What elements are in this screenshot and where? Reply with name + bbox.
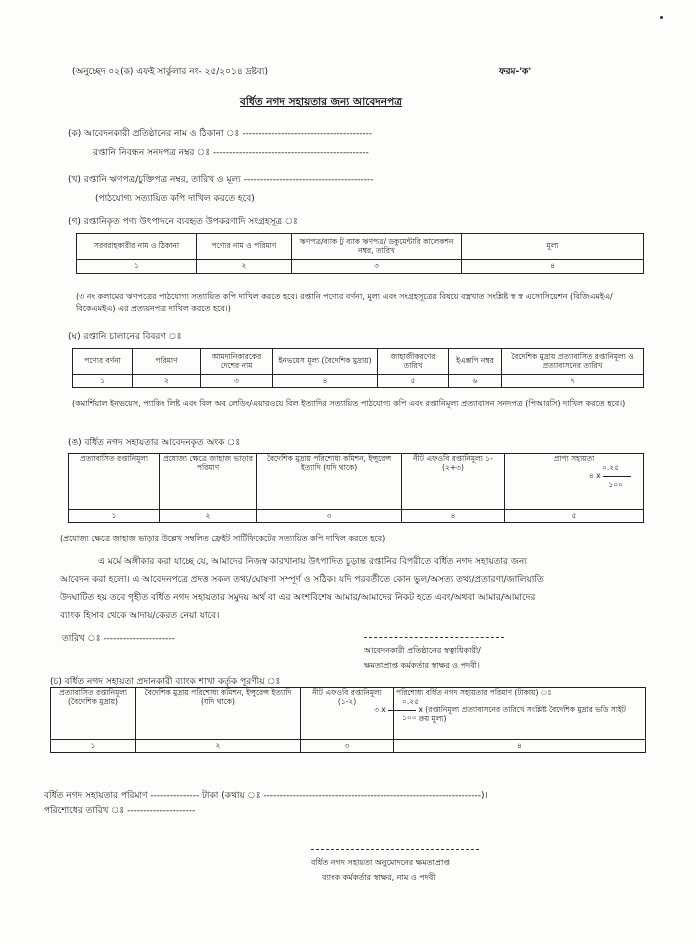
col-commission-fc: বৈদেশিক মুদ্রায় পরিশোধ্য কমিশন, ইন্সুরেন্স ইত্যাদি (যদি থাকে): [136, 688, 301, 740]
col-commission: বৈদেশিক মুদ্রায় পরিশোধ্য কমিশন, ইন্সুরেন্স ইত্যাদি (যদি থাকে): [257, 454, 402, 510]
col-number: ১: [73, 375, 133, 388]
col-number: ৫: [378, 375, 449, 388]
col-number: ৩: [292, 260, 462, 274]
formula-multiplier: ৪ x: [588, 471, 601, 481]
section-cha-heading: (চ) বর্ধিত নগদ সহায়তা প্রদানকারী ব্যাংক শাখা কর্তৃক পূরণীয় ঃ: [50, 677, 281, 687]
col-number: ৪: [462, 260, 644, 274]
col-quantity: পরিমাণ: [133, 349, 201, 375]
col-freight: প্রযোজ্য ক্ষেত্রে জাহাজ ভাড়ার পরিমাণ: [160, 454, 257, 510]
col-number: ২: [160, 510, 257, 523]
page-title: বর্ধিত নগদ সহায়তার জন্য আবেদনপত্র: [240, 96, 402, 108]
col-number: ৪: [273, 375, 378, 388]
entitled-label: প্রাপ্য সহায়তা: [553, 454, 595, 463]
bank-signature-label-1: বর্ধিত নগদ সহায়তা অনুমোদনের ক্ষমতাপ্রাপ্ত: [311, 858, 450, 867]
col-exp-number: ইএক্সপি নম্বর: [449, 349, 502, 375]
col-number: ৪: [402, 510, 505, 523]
export-registration-field[interactable]: রপ্তানি নিবন্ধন সনদপত্র নম্বর ঃ ------------------------------------------------: [93, 148, 369, 158]
col-number: ৬: [449, 375, 502, 388]
col-product: পণ্যের নাম ও পরিমাণ: [197, 234, 292, 260]
col-number: ৪: [394, 740, 646, 753]
formula-denominator: ১০০: [608, 479, 623, 489]
shipment-table: [72, 348, 644, 388]
section-gha-note: (কমার্শিয়াল ইনভয়েস, প্যাকিং লিষ্ট এবং বিল অব লেডিং/এয়ারওয়ে বিল ইত্যাদির সত্যায়িত পাঠযোগ্য কপি এবং রপ্তানিমূল্য প্রত্যাবাসন সনদপত্র (পিআরসি) দাখিল করতে হবে।): [72, 399, 626, 408]
assistance-amount-field[interactable]: বর্ধিত নগদ সহায়তার পরিমাণ --------------- টাকা (কথায় ঃ -------------------------------------------------------------------)।: [44, 791, 488, 801]
bank-signature-line: [311, 849, 479, 850]
col-repatriated-value: বৈদেশিক মুদ্রায় প্রত্যাবাসিত রপ্তানিমূল্য ও প্রত্যাবাসনের তারিখ: [502, 349, 644, 375]
col-number: ১: [77, 260, 197, 274]
section-ga-note: (৩ নং কলামের ঋণপত্রের পাঠযোগ্য সত্যায়িত কপি দাখিল করতে হবে। রপ্তানি পণ্যের বর্ণনা, মূল্য এবং সংগ্রহসূত্রের বিষয়ে বস্ত্রখাত সংশ্লিষ্ট স্ব স্ব এসোসিয়েশন (বিজিএমইএ/বিকেএমইএ) এর প্রত্যয়নপত্র দাখিল করতে হবে।): [76, 292, 613, 313]
export-lc-field[interactable]: (খ) রপ্তানি ঋণপত্র/চুক্তিপত্র নম্বর, তারিখ ও মূল্য ----------------------------------------: [68, 175, 374, 185]
declaration-line-1: এ মর্মে অঙ্গীকার করা যাচ্ছে যে, আমাদের নিজস্ব কারখানায় উৎপাদিত চূড়ান্ত রপ্তানির বিপরীতে বর্ধিত নগদ সহায়তার জন্য: [98, 557, 527, 567]
formula-denominator: ১০০: [402, 712, 417, 722]
formula-multiplier: ৩ x: [374, 705, 386, 715]
section-gha-heading: (ঘ) রপ্তানি চালানের বিবরণ ঃ: [68, 332, 182, 342]
declaration-line-4: ব্যাংক হিসাব থেকে আদায়/কেরত নেয়া যাবে।: [60, 611, 220, 621]
col-repatriated: প্রত্যাবাসিত রপ্তানিমূল্য: [69, 454, 160, 510]
claim-amount-table: [68, 453, 644, 523]
signature-line: [364, 637, 504, 638]
declaration-line-3: উদঘাটিত হয় তবে গৃহীত বর্ধিত নগদ সহায়তার সমুদয় অর্থ বা এর অংশবিশেষ আমার/আমাদের নিকট হতে এবং/অথবা আমার/আমাদের: [60, 593, 536, 603]
col-payable-assistance: [374, 688, 646, 740]
payment-date-field[interactable]: পরিশোধের তারিখ ঃ ---------------------: [44, 806, 196, 816]
freight-certificate-note: (প্রযোজ্য ক্ষেত্রে জাহাজ ভাড়ার উল্লেখ সম্বলিত ফ্রেইট সার্টিফিকেটের সত্যায়িত কপি দাখিল করতে হবে): [60, 534, 386, 543]
col-invoice-value: ইনভয়েস মূল্য (বৈদেশিক মুদ্রায়): [273, 349, 378, 375]
formula-numerator: ০.২৫: [601, 462, 619, 472]
bank-signature-label-2: ব্যাংক কর্মকর্তার স্বাক্ষর, নাম ও পদবী: [322, 873, 436, 882]
col-number: ২: [133, 375, 201, 388]
col-shipment-date: জাহাজীকরণের তারিখ: [378, 349, 449, 375]
applicant-signature-label-2: ক্ষমতাপ্রাপ্ত কর্মকর্তার স্বাক্ষর ও পদবী।: [364, 661, 480, 670]
col-description: পণ্যের বর্ণনা: [73, 349, 133, 375]
col-number: ১: [51, 740, 136, 753]
col-net-fob-value: নীট এফওবি রপ্তানিমূল্য (১-২): [301, 688, 394, 740]
formula-numerator: ০.২৫: [402, 696, 420, 706]
col-net-fob: নীট এফওবি রপ্তানিমূল্য ১-(২+৩): [402, 454, 505, 510]
col-entitled-assistance: [505, 454, 644, 510]
attested-copy-note: (পাঠযোগ্য সত্যায়িত কপি দাখিল করতে হবে): [95, 194, 255, 204]
fraction-bar: [388, 710, 416, 711]
bank-fill-table: [50, 687, 646, 753]
col-number: ৭: [502, 375, 644, 388]
scan-speck: [660, 16, 663, 19]
col-importer-country: আমদানিকারকের দেশের নাম: [201, 349, 273, 375]
col-value: মূল্য: [462, 234, 644, 260]
col-number: ৩: [301, 740, 394, 753]
raw-material-table: [76, 233, 644, 274]
col-supplier: সরবরাহকারীর নাম ও ঠিকানা: [77, 234, 197, 260]
col-number: ২: [197, 260, 292, 274]
col-number: ৫: [505, 510, 644, 523]
col-number: ২: [136, 740, 301, 753]
col-number: ১: [69, 510, 160, 523]
declaration-line-2: আবেদন করা হলো। এ আবেদনপত্রে প্রদত্ত সকল তথ্য/ঘোষণা সম্পূর্ণ ও সঠিক। যদি পরবর্তীতে কোন ভুল/অসত্য তথ্য/প্রতারণা/জালিয়াতি: [60, 575, 544, 585]
col-number: ৩: [201, 375, 273, 388]
col-number: ৩: [257, 510, 402, 523]
applicant-signature-label-1: আবেদনকারী প্রতিষ্ঠানের স্বত্বাধিকারী/: [364, 646, 481, 655]
section-ga-heading: (গ) রপ্তানিকৃত পণ্য উৎপাদনে ব্যবহৃত উপকরণাদি সংগ্রহসূত্র ঃ: [68, 217, 298, 227]
applicant-name-field[interactable]: (ক) আবেদনকারী প্রতিষ্ঠানের নাম ও ঠিকানা ঃ ----------------------------------------: [68, 129, 373, 139]
formula-suffix: x (রপ্তানিমূল্য প্রত্যাবাসনের তারিখে সংশ্লিষ্ট বৈদেশিক মুদ্রার ভডি সাইট ক্রয় মূল্য): [418, 705, 626, 723]
fraction-bar: [603, 476, 631, 477]
section-umo-heading: (ঙ) বর্ধিত নগদ সহায়তার আবেদনকৃত অংক ঃ: [68, 438, 241, 448]
form-label: ফরম-'ক': [499, 67, 532, 77]
payable-label: পরিশোধ্য বর্ধিত নগদ সহায়তার পরিমাণ (টাকায়) ঃ: [396, 688, 552, 697]
date-field[interactable]: তারিখ ঃ ----------------------: [62, 634, 175, 644]
col-lc-number: ঋণপত্র/ব্যাক টু ব্যাক ঋণপত্র/ ডকুমেন্টারি কালেকশন নম্বর, তারিখ: [292, 234, 462, 260]
col-repatriated-fc: প্রত্যাবাসিত রপ্তানিমূল্য (বৈদেশিক মুদ্রায়): [51, 688, 136, 740]
circular-reference: (অনুচ্ছেদ ০২(ক) এফই সার্কুলার নং- ২৫/২০১৪ দ্রষ্টব্য): [72, 67, 269, 77]
